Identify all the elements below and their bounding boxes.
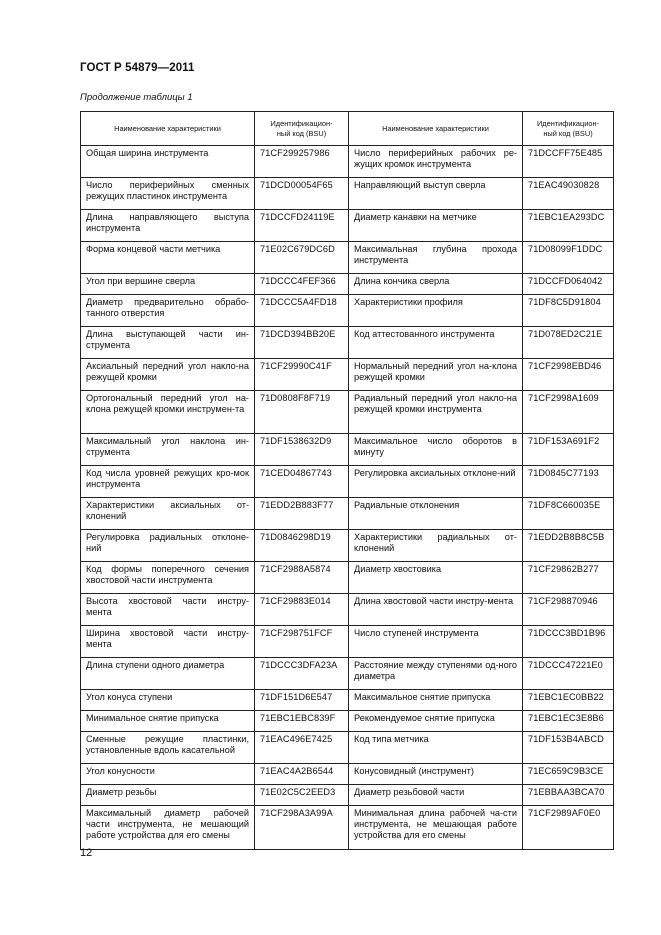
bsu-code-cell: 71D0845C77193: [523, 466, 614, 498]
bsu-code-cell: 71DCCC3DFA23A: [255, 658, 349, 690]
bsu-code-cell: 71D0808F8F719: [255, 391, 349, 434]
bsu-code-cell: 71E02C679DC6D: [255, 242, 349, 274]
bsu-code-cell: 71DCD394BB20E: [255, 327, 349, 359]
characteristic-name-cell: Диаметр хвостовика: [349, 562, 523, 594]
header-characteristic-name: Наименование характеристики: [349, 112, 523, 146]
characteristic-name-cell: Диаметр резьбы: [81, 785, 255, 806]
table-row: [81, 295, 614, 327]
bsu-code-cell: 71EBC1EC3E8B6: [523, 711, 614, 732]
characteristic-name-cell: Регулировка аксиальных отклоне-ний: [349, 466, 523, 498]
bsu-code-cell: 71DCCC4FEF366: [255, 274, 349, 295]
table-row: [81, 594, 614, 626]
bsu-code-cell: 71EBC1EC0BB22: [523, 690, 614, 711]
characteristic-name-cell: Диаметр канавки на метчике: [349, 210, 523, 242]
bsu-code-cell: 71CF298751FCF: [255, 626, 349, 658]
table-row: [81, 359, 614, 391]
page-number: 12: [80, 847, 93, 859]
table-row: [81, 391, 614, 434]
bsu-code-cell: 71D078ED2C21E: [523, 327, 614, 359]
characteristic-name-cell: Число периферийных сменных режущих пластинок инструмента: [81, 178, 255, 210]
characteristic-name-cell: Максимальное снятие припуска: [349, 690, 523, 711]
characteristic-name-cell: Ширина хвостовой части инстру-мента: [81, 626, 255, 658]
characteristic-name-cell: Длина ступени одного диаметра: [81, 658, 255, 690]
characteristic-name-cell: Характеристики аксиальных от-клонений: [81, 498, 255, 530]
table-row: [81, 658, 614, 690]
characteristic-name-cell: Длина направляющего выступа инструмента: [81, 210, 255, 242]
characteristic-name-cell: Число периферийных рабочих ре-жущих кромок инструмента: [349, 146, 523, 178]
table-body: [81, 146, 614, 850]
characteristic-name-cell: Радиальные отклонения: [349, 498, 523, 530]
bsu-code-cell: 71EAC4A2B6544: [255, 764, 349, 785]
bsu-code-cell: 71D08099F1DDC: [523, 242, 614, 274]
header-identification-code: Идентификацион- ный код (BSU): [523, 112, 614, 146]
bsu-code-cell: 71EAC49030828: [523, 178, 614, 210]
table-row: [81, 210, 614, 242]
table-row: [81, 764, 614, 785]
bsu-code-cell: 71E02C5C2EED3: [255, 785, 349, 806]
bsu-code-cell: 71CF299257986: [255, 146, 349, 178]
table-row: [81, 498, 614, 530]
bsu-code-cell: 71EDD2B883F77: [255, 498, 349, 530]
document-header: ГОСТ Р 54879—2011: [80, 62, 195, 74]
characteristic-name-cell: Конусовидный (инструмент): [349, 764, 523, 785]
characteristic-name-cell: Длина кончика сверла: [349, 274, 523, 295]
bsu-code-cell: 71DF153A691F2: [523, 434, 614, 466]
characteristic-name-cell: Угол при вершине сверла: [81, 274, 255, 295]
characteristic-name-cell: Код формы поперечного сечения хвостовой части инструмента: [81, 562, 255, 594]
header-identification-code: Идентификацион- ный код (BSU): [255, 112, 349, 146]
table-row: [81, 274, 614, 295]
table-row: [81, 434, 614, 466]
characteristic-name-cell: Угол конусности: [81, 764, 255, 785]
characteristic-name-cell: Рекомендуемое снятие припуска: [349, 711, 523, 732]
characteristic-name-cell: Форма концевой части метчика: [81, 242, 255, 274]
characteristic-name-cell: Общая ширина инструмента: [81, 146, 255, 178]
characteristic-name-cell: Нормальный передний угол на-клона режущей кромки: [349, 359, 523, 391]
bsu-code-cell: 71CF2989AF0E0: [523, 806, 614, 850]
characteristic-name-cell: Длина выступающей части ин-струмента: [81, 327, 255, 359]
bsu-code-cell: 71DCCC5A4FD18: [255, 295, 349, 327]
bsu-code-cell: 71CF298870946: [523, 594, 614, 626]
bsu-code-cell: 71CF2998A1609: [523, 391, 614, 434]
bsu-code-cell: 71EC659C9B3CE: [523, 764, 614, 785]
bsu-code-cell: 71D0846298D19: [255, 530, 349, 562]
characteristic-name-cell: Аксиальный передний угол накло-на режущей кромки: [81, 359, 255, 391]
table-header-row: [81, 112, 614, 146]
table-row: [81, 530, 614, 562]
header-characteristic-name: Наименование характеристики: [81, 112, 255, 146]
bsu-code-cell: 71DCCC47221E0: [523, 658, 614, 690]
table-row: [81, 562, 614, 594]
characteristic-name-cell: Радиальный передний угол накло-на режущей кромки инструмента: [349, 391, 523, 434]
bsu-code-cell: 71CF2998EBD46: [523, 359, 614, 391]
characteristic-name-cell: Минимальная длина рабочей ча-сти инструмента, не мешающая работе устройства для его смены: [349, 806, 523, 850]
characteristic-name-cell: Максимальная глубина прохода инструмента: [349, 242, 523, 274]
characteristics-table: [80, 111, 614, 850]
characteristic-name-cell: Угол конуса ступени: [81, 690, 255, 711]
bsu-code-cell: 71EBC1EBC839F: [255, 711, 349, 732]
table-row: [81, 466, 614, 498]
characteristic-name-cell: Максимальное число оборотов в минуту: [349, 434, 523, 466]
characteristic-name-cell: Диаметр резьбовой части: [349, 785, 523, 806]
bsu-code-cell: 71DCCFD064042: [523, 274, 614, 295]
characteristic-name-cell: Регулировка радиальных отклоне-ний: [81, 530, 255, 562]
characteristic-name-cell: Число ступеней инструмента: [349, 626, 523, 658]
bsu-code-cell: 71EBC1EA293DC: [523, 210, 614, 242]
table-row: [81, 785, 614, 806]
bsu-code-cell: 71CF29862B277: [523, 562, 614, 594]
characteristics-table-container: [80, 111, 613, 850]
characteristic-name-cell: Диаметр предварительно обрабо-танного отверстия: [81, 295, 255, 327]
characteristic-name-cell: Длина хвостовой части инстру-мента: [349, 594, 523, 626]
bsu-code-cell: 71CF29990C41F: [255, 359, 349, 391]
table-row: [81, 178, 614, 210]
bsu-code-cell: 71DF153B4ABCD: [523, 732, 614, 764]
characteristic-name-cell: Расстояние между ступенями од-ного диаметра: [349, 658, 523, 690]
characteristic-name-cell: Высота хвостовой части инстру-мента: [81, 594, 255, 626]
bsu-code-cell: 71DF8C5D91804: [523, 295, 614, 327]
characteristic-name-cell: Направляющий выступ сверла: [349, 178, 523, 210]
characteristic-name-cell: Ортогональный передний угол на-клона режущей кромки инструмен-та: [81, 391, 255, 434]
bsu-code-cell: 71CF29883E014: [255, 594, 349, 626]
characteristic-name-cell: Сменные режущие пластинки, установленные вдоль касательной: [81, 732, 255, 764]
characteristic-name-cell: Характеристики профиля: [349, 295, 523, 327]
characteristic-name-cell: Максимальный угол наклона ин-струмента: [81, 434, 255, 466]
bsu-code-cell: 71DF151D6E547: [255, 690, 349, 711]
characteristic-name-cell: Код типа метчика: [349, 732, 523, 764]
table-row: [81, 626, 614, 658]
characteristic-name-cell: Характеристики радиальных от-клонений: [349, 530, 523, 562]
table-row: [81, 690, 614, 711]
bsu-code-cell: 71DF8C660035E: [523, 498, 614, 530]
characteristic-name-cell: Код аттестованного инструмента: [349, 327, 523, 359]
table-row: [81, 327, 614, 359]
bsu-code-cell: 71DCCC3BD1B96: [523, 626, 614, 658]
bsu-code-cell: 71EDD2B8B8C5B: [523, 530, 614, 562]
characteristic-name-cell: Код числа уровней режущих кро-мок инструмента: [81, 466, 255, 498]
table-row: [81, 242, 614, 274]
bsu-code-cell: 71CF298A3A99A: [255, 806, 349, 850]
bsu-code-cell: 71CF2988A5874: [255, 562, 349, 594]
characteristic-name-cell: Минимальное снятие припуска: [81, 711, 255, 732]
bsu-code-cell: 71DCCFD24119E: [255, 210, 349, 242]
bsu-code-cell: 71CED04867743: [255, 466, 349, 498]
table-row: [81, 732, 614, 764]
bsu-code-cell: 71EAC496E7425: [255, 732, 349, 764]
table-row: [81, 806, 614, 850]
table-row: [81, 146, 614, 178]
bsu-code-cell: 71DCCFF75E485: [523, 146, 614, 178]
bsu-code-cell: 71EBBAA3BCA70: [523, 785, 614, 806]
bsu-code-cell: 71DF1538632D9: [255, 434, 349, 466]
table-row: [81, 711, 614, 732]
characteristic-name-cell: Максимальный диаметр рабочей части инструмента, не мешающий работе устройства для его смены: [81, 806, 255, 850]
table-continuation-caption: Продолжение таблицы 1: [80, 92, 193, 103]
bsu-code-cell: 71DCD00054F65: [255, 178, 349, 210]
